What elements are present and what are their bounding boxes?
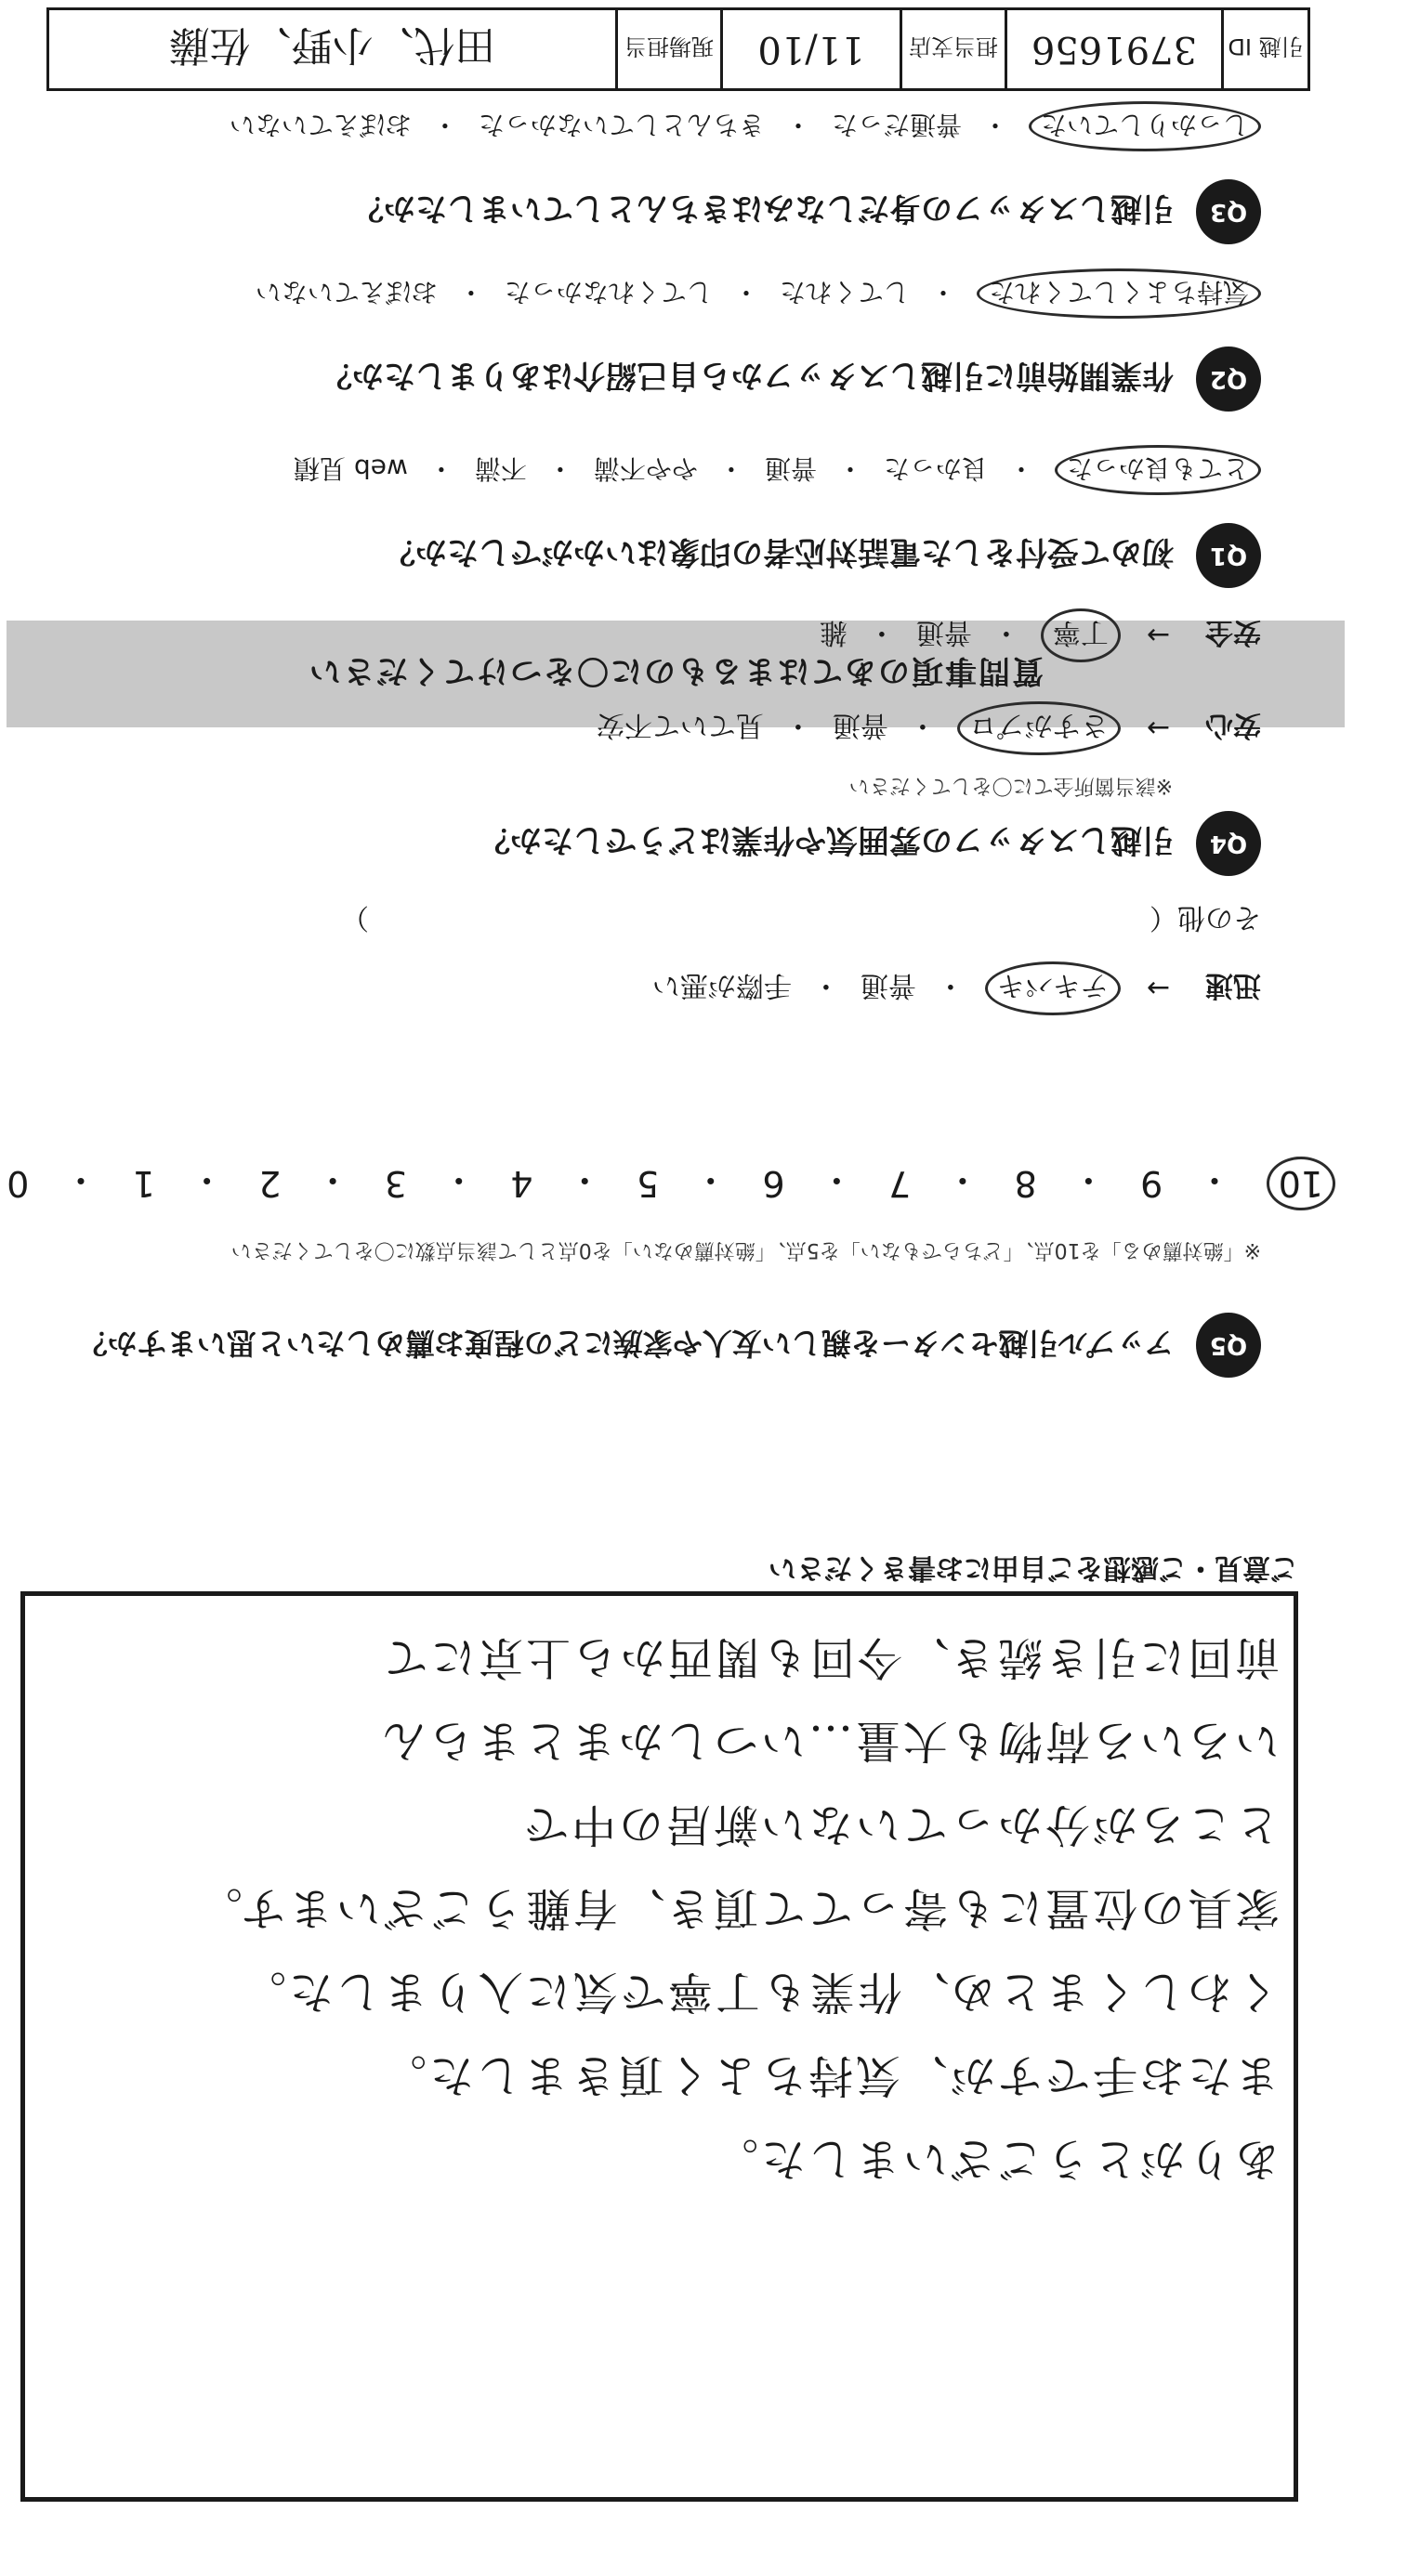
q4-option[interactable]: 雑 bbox=[819, 616, 847, 648]
q1-options: とても良かった ・ 良かった ・ 普通 ・ やや不満 ・ 不満 ・ web 見積 bbox=[294, 445, 1261, 495]
q1-text: 初めて受付をした電話対応者の印象はいかがでしたか？ bbox=[384, 533, 1174, 571]
q4-note: ※該当箇所全てに〇をしてください bbox=[848, 774, 1173, 797]
q2-options: 気持ちよくしてくれた ・ してくれた ・ してくれなかった ・ おぼえていない bbox=[256, 268, 1261, 319]
id-label: 引越 ID bbox=[1221, 10, 1307, 88]
question-q1 bbox=[384, 523, 1261, 588]
q5-scale: 10 ・ 9 ・ 8 ・ 7 ・ 6 ・ 5 ・ 4 ・ 3 ・ 2 ・ 1 ・ 0 bbox=[7, 1157, 1335, 1210]
arrow-right-icon: → bbox=[1146, 972, 1170, 1005]
comment-line: ところが分かっていない新居の中で bbox=[520, 1798, 1280, 1850]
q5-score-selected[interactable]: 10 bbox=[1267, 1157, 1335, 1210]
comment-line: 前回に引き続き、今回も関西から上京にて bbox=[380, 1631, 1280, 1683]
q4-option[interactable]: 普通 bbox=[915, 616, 972, 648]
branch-value[interactable]: 11/10 bbox=[720, 10, 900, 88]
arrow-right-icon: → bbox=[1146, 619, 1170, 652]
arrow-right-icon: → bbox=[1146, 712, 1170, 745]
q4-option-selected[interactable]: さすがプロ bbox=[957, 701, 1121, 755]
comment-line: またお手ですが、気持ちよく頂きました。 bbox=[378, 2049, 1280, 2101]
question-q3 bbox=[352, 179, 1261, 244]
q3-option-selected[interactable]: しっかりしていた bbox=[1029, 101, 1261, 151]
staff-value[interactable]: 田代、小野、佐藤 bbox=[168, 21, 496, 69]
q1-badge: Q1 bbox=[1196, 523, 1261, 588]
q4-option-selected[interactable]: テキパキ bbox=[985, 961, 1121, 1015]
q4-row-label: 安全 bbox=[1205, 616, 1261, 648]
comment-line: 家具の位置にも寄ってて頂き、有難うございます。 bbox=[194, 1882, 1280, 1934]
q4-option[interactable]: 見ていて不安 bbox=[596, 709, 764, 741]
q5-note: ※「絶対薦める」を10点、「どちらでもない」を5点、「絶対薦めない」を0点として該当点数に〇をしてください bbox=[230, 1238, 1261, 1262]
id-value[interactable]: 3791656 bbox=[1005, 10, 1221, 88]
q2-badge: Q2 bbox=[1196, 347, 1261, 412]
q5-score[interactable]: 5 bbox=[636, 1163, 660, 1204]
q5-score[interactable]: 0 bbox=[7, 1163, 30, 1204]
q4-row-label: 安心 bbox=[1205, 709, 1261, 741]
q3-options: しっかりしていた ・ 普通だった ・ きちんとしていなかった ・ おぼえていない bbox=[230, 101, 1261, 151]
q4-badge: Q4 bbox=[1196, 811, 1261, 876]
question-q5 bbox=[78, 1313, 1261, 1378]
comment-line: くわしくまとめ、作業も丁寧で気に入りました。 bbox=[238, 1966, 1280, 2018]
comment-line: ありがとうございました。 bbox=[710, 2133, 1280, 2185]
q3-option[interactable]: おぼえていない bbox=[229, 110, 412, 140]
staff-label: 現場担当 bbox=[615, 10, 720, 88]
q5-score[interactable]: 4 bbox=[510, 1163, 533, 1204]
q4-option[interactable]: 普通 bbox=[860, 969, 916, 1001]
q5-score[interactable]: 9 bbox=[1140, 1163, 1163, 1204]
q5-score[interactable]: 8 bbox=[1014, 1163, 1037, 1204]
q4-row-jinsoku: 迅速 → テキパキ ・ 普通 ・ 手際が悪い bbox=[652, 961, 1261, 1015]
q1-option[interactable]: web 見積 bbox=[294, 453, 408, 484]
question-q4 bbox=[479, 811, 1261, 876]
q2-option[interactable]: してくれた bbox=[779, 277, 910, 307]
q5-score[interactable]: 3 bbox=[384, 1163, 407, 1204]
q1-option[interactable]: 不満 bbox=[474, 453, 527, 484]
comment-line: いろいろ荷物も大量…いつしかまとまらん bbox=[378, 1715, 1280, 1767]
q4-row-anzen: 安全 → 丁寧 ・ 普通 ・ 雑 bbox=[820, 608, 1261, 662]
q5-score[interactable]: 7 bbox=[888, 1163, 912, 1204]
q2-option-selected[interactable]: 気持ちよくしてくれた bbox=[977, 268, 1261, 319]
branch-label: 担当支店 bbox=[900, 10, 1005, 88]
admin-strip bbox=[46, 7, 1310, 91]
q4-option-selected[interactable]: 丁寧 bbox=[1041, 608, 1121, 662]
q3-option[interactable]: きちんとしていなかった bbox=[478, 110, 765, 140]
q1-option[interactable]: やや不満 bbox=[593, 453, 698, 484]
q4-row-label: 迅速 bbox=[1205, 969, 1261, 1001]
q5-score[interactable]: 2 bbox=[258, 1163, 282, 1204]
q5-badge: Q5 bbox=[1196, 1313, 1261, 1378]
q2-text: 作業開始前に引越しスタッフから自己紹介はありましたか？ bbox=[321, 357, 1174, 395]
comments-label: ご意見・ご感想をご自由にお書きください bbox=[769, 1551, 1298, 1584]
q1-option[interactable]: 良かった bbox=[883, 453, 988, 484]
q4-text: 引越しスタッフの雰囲気や作業はどうでしたか？ bbox=[479, 821, 1174, 859]
q4-option[interactable]: 普通 bbox=[832, 709, 888, 741]
q4-option[interactable]: 手際が悪い bbox=[651, 969, 792, 1001]
instructions-header: 質問事項のあてはまるものに〇をつけてください bbox=[7, 621, 1345, 727]
q1-option[interactable]: 普通 bbox=[764, 453, 817, 484]
q2-option[interactable]: してくれなかった bbox=[504, 277, 713, 307]
q2-option[interactable]: おぼえていない bbox=[255, 277, 438, 307]
q3-option[interactable]: 普通だった bbox=[831, 110, 962, 140]
q4-row-anshin: 安心 → さすがプロ ・ 普通 ・ 見ていて不安 bbox=[597, 701, 1261, 755]
q5-score[interactable]: 6 bbox=[762, 1163, 785, 1204]
question-q2 bbox=[321, 347, 1261, 412]
q5-text: アップル引越センターを親しい友人や家族にどの程度お薦めしたいと思いますか？ bbox=[77, 1326, 1174, 1361]
q5-score[interactable]: 1 bbox=[132, 1163, 155, 1204]
q3-badge: Q3 bbox=[1196, 179, 1261, 244]
q1-option-selected[interactable]: とても良かった bbox=[1055, 445, 1261, 495]
q4-other[interactable]: その他（ ） bbox=[341, 901, 1261, 934]
q3-text: 引越しスタッフの身だしなみはきちんとしていましたか？ bbox=[352, 190, 1174, 228]
